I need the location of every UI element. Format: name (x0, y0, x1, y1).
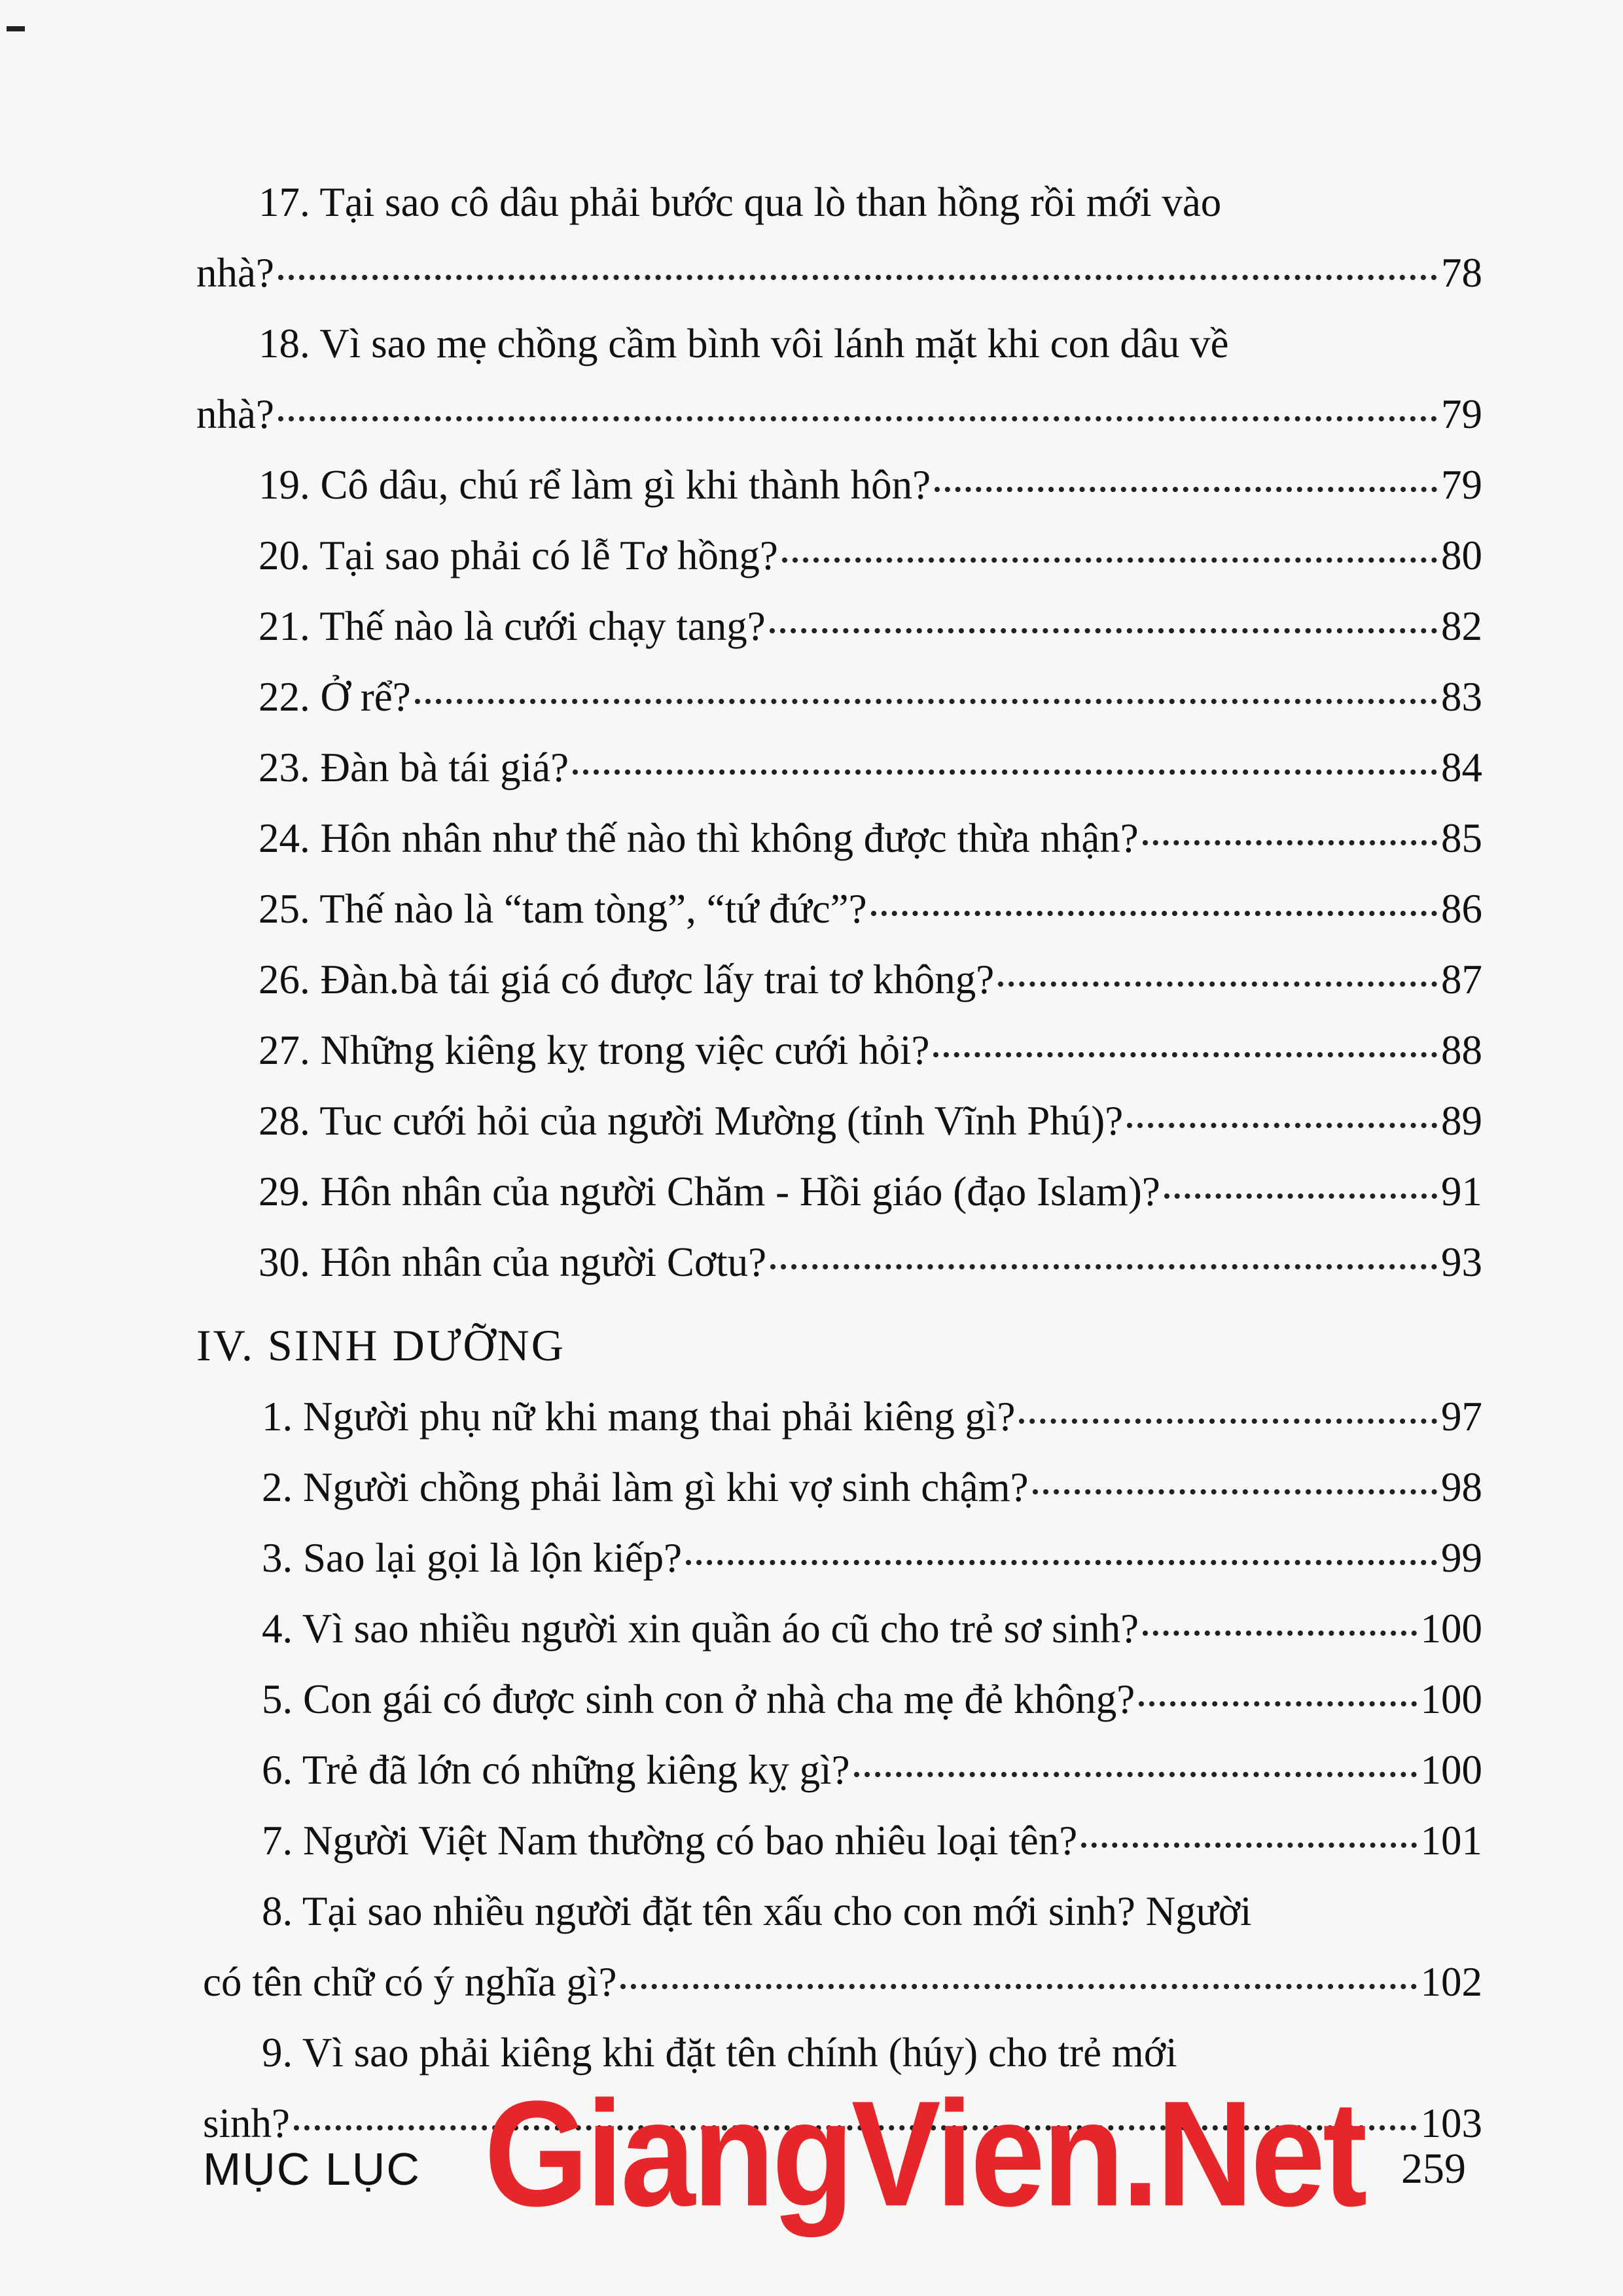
toc-entry-title-line1: 9. Vì sao phải kiêng khi đặt tên chính (húy) cho trẻ mới (262, 2030, 1177, 2075)
toc-entry-title: 20. Tại sao phải có lễ Tơ hồng? (259, 533, 778, 578)
toc-entry-page: 86 (1441, 886, 1482, 932)
toc-entry-title-line1: 18. Vì sao mẹ chồng cầm bình vôi lánh mặt khi con dâu về (259, 321, 1229, 366)
toc-entry (196, 167, 1482, 308)
toc-entry-title: 2. Người chồng phải làm gì khi vợ sinh chậm? (262, 1464, 1029, 1510)
corner-mark (7, 26, 25, 31)
toc-entry-title: 27. Những kiêng kỵ trong việc cưới hỏi? (259, 1027, 930, 1073)
toc-entry (196, 1876, 1482, 2017)
toc-entry-page: 87 (1441, 957, 1482, 1002)
toc-entry-page: 85 (1441, 815, 1482, 861)
toc-entry-title: 30. Hôn nhân của người Cơtu? (259, 1239, 767, 1285)
dot-leader (1143, 840, 1437, 845)
dot-leader (935, 487, 1437, 492)
dot-leader (1127, 1123, 1437, 1128)
toc-entry-page: 79 (1441, 391, 1482, 437)
toc-entry-page: 97 (1441, 1394, 1482, 1439)
toc-entry-title: 28. Tuc cưới hỏi của người Mường (tỉnh Vĩnh Phú)? (259, 1098, 1124, 1144)
toc-entry-page: 100 (1420, 1747, 1482, 1793)
toc-entry (196, 520, 1482, 591)
toc-entry (196, 1227, 1482, 1298)
toc-entry-title-line1: 8. Tại sao nhiều người đặt tên xấu cho con mới sinh? Người (262, 1888, 1252, 1934)
page-footer (203, 2143, 1466, 2215)
toc-entry (196, 1593, 1482, 1664)
toc-entry (196, 1735, 1482, 1805)
toc-entry-title: 7. Người Việt Nam thường có bao nhiêu loại tên? (262, 1818, 1078, 1863)
toc-entry (196, 450, 1482, 520)
dot-leader (1081, 1843, 1416, 1848)
toc-entry-title: 26. Đàn.bà tái giá có được lấy trai tơ không? (259, 957, 995, 1002)
dot-leader (1143, 1631, 1416, 1636)
toc-entry-title: 4. Vì sao nhiều người xin quần áo cũ cho trẻ sơ sinh? (262, 1606, 1139, 1651)
toc-entry (196, 662, 1482, 732)
toc-entry (196, 1381, 1482, 1452)
toc-entry-page: 89 (1441, 1098, 1482, 1144)
toc-entry-title: 22. Ở rể? (259, 674, 411, 720)
table-of-contents (196, 167, 1482, 2159)
toc-entry-title-line1: 17. Tại sao cô dâu phải bước qua lò than hồng rồi mới vào (259, 179, 1222, 225)
toc-entry-page: 100 (1420, 1606, 1482, 1651)
toc-entry (196, 591, 1482, 662)
toc-entry-title: 23. Đàn bà tái giá? (259, 745, 569, 790)
footer-label: MỤC LỤC (203, 2144, 421, 2195)
toc-entry-page: 82 (1441, 603, 1482, 649)
toc-entry-page: 88 (1441, 1027, 1482, 1073)
toc-entry (196, 1805, 1482, 1876)
section-heading: IV. SINH DƯỠNG (196, 1320, 565, 1370)
toc-entry-page: 101 (1420, 1818, 1482, 1863)
toc-entry-title: 3. Sao lại gọi là lộn kiếp? (262, 1535, 683, 1581)
toc-entry-page: 98 (1441, 1464, 1482, 1510)
toc-entry-title-line2: có tên chữ có ý nghĩa gì? (203, 1959, 617, 2005)
page-number: 259 (1401, 2145, 1466, 2193)
dot-leader (1164, 1193, 1437, 1199)
dot-leader (573, 769, 1437, 775)
dot-leader (686, 1560, 1437, 1565)
dot-leader (782, 557, 1437, 563)
toc-entry-title: 29. Hôn nhân của người Chăm - Hồi giáo (đạo Islam)? (259, 1169, 1160, 1214)
dot-leader (770, 628, 1437, 633)
dot-leader (1139, 1701, 1416, 1706)
toc-entry-title-line2: nhà? (196, 391, 274, 437)
dot-leader (278, 275, 1437, 280)
toc-entry-page: 91 (1441, 1169, 1482, 1214)
toc-entry-page: 83 (1441, 674, 1482, 720)
toc-entry (196, 1156, 1482, 1227)
toc-entry (196, 1086, 1482, 1156)
toc-entry (196, 874, 1482, 944)
toc-entry-page: 79 (1441, 462, 1482, 508)
toc-entry (196, 1015, 1482, 1086)
toc-entry-title: 5. Con gái có được sinh con ở nhà cha mẹ đẻ không? (262, 1676, 1135, 1722)
toc-entry (196, 944, 1482, 1015)
toc-entry-title: 6. Trẻ đã lớn có những kiêng kỵ gì? (262, 1747, 850, 1793)
toc-entry-title: 24. Hôn nhân như thế nào thì không được thừa nhận? (259, 815, 1139, 861)
toc-entry-page: 93 (1441, 1239, 1482, 1285)
dot-leader (998, 981, 1437, 987)
toc-entry-page: 99 (1441, 1535, 1482, 1581)
dot-leader (854, 1772, 1417, 1777)
toc-entry (196, 732, 1482, 803)
toc-entry (196, 1523, 1482, 1593)
toc-entry-title-line2: nhà? (196, 250, 274, 296)
toc-entry-page: 80 (1441, 533, 1482, 578)
dot-leader (1033, 1489, 1437, 1494)
toc-entry-title: 25. Thế nào là “tam tòng”, “tứ đức”? (259, 886, 867, 932)
toc-entry-title: 19. Cô dâu, chú rể làm gì khi thành hôn? (259, 462, 931, 508)
toc-entry-page: 84 (1441, 745, 1482, 790)
toc-entry (196, 1452, 1482, 1523)
toc-entry (196, 308, 1482, 450)
dot-leader (871, 911, 1437, 916)
toc-entry-page: 102 (1420, 1959, 1482, 2005)
dot-leader (770, 1264, 1437, 1269)
dot-leader (415, 699, 1437, 704)
toc-entry-title-line2: sinh? (203, 2100, 290, 2146)
toc-entry-title: 21. Thế nào là cưới chạy tang? (259, 603, 766, 649)
toc-entry-title: 1. Người phụ nữ khi mang thai phải kiêng gì? (262, 1394, 1016, 1439)
dot-leader (278, 416, 1437, 421)
toc-entry-page: 78 (1441, 250, 1482, 296)
dot-leader (1019, 1419, 1437, 1424)
toc-entry (196, 803, 1482, 874)
toc-entry-page: 103 (1420, 2100, 1482, 2146)
dot-leader (620, 1984, 1416, 1989)
dot-leader (933, 1052, 1437, 1057)
toc-entry (196, 1664, 1482, 1735)
watermark-logo: GiangVien.Net (484, 2070, 1365, 2238)
toc-entry-page: 100 (1420, 1676, 1482, 1722)
